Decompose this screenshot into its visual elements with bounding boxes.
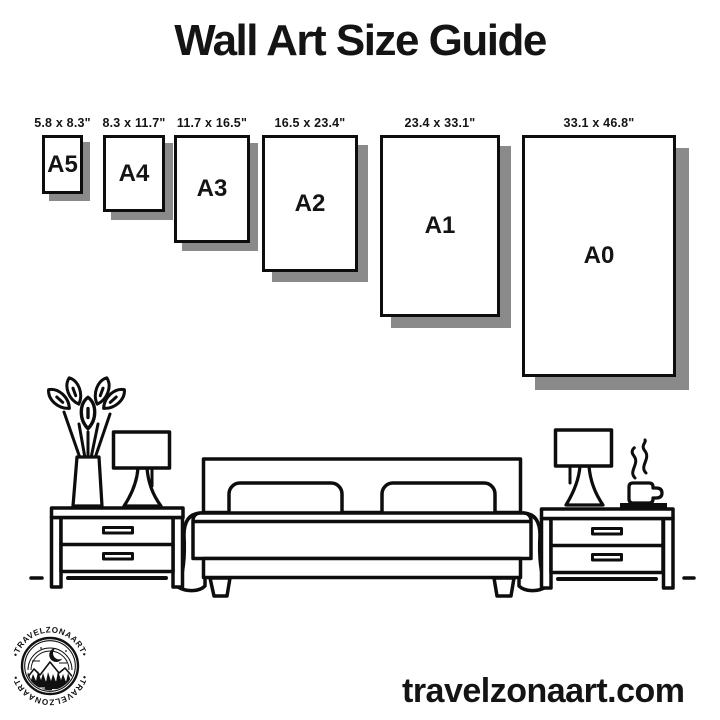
nightstand-left (52, 508, 184, 587)
vase (73, 457, 102, 506)
website-url: travelzonaart.com (402, 672, 685, 710)
lamp-shade (556, 430, 612, 466)
drawer-handle (104, 554, 133, 560)
nightstand-top (542, 509, 674, 519)
star-icon (40, 647, 42, 649)
lamp-shade (114, 432, 170, 468)
double-bed (178, 459, 546, 596)
star-icon (65, 650, 67, 652)
cup-body (629, 483, 662, 503)
bed-leg-left (210, 578, 230, 596)
plant-stem (64, 412, 80, 458)
table-lamp-left (114, 432, 170, 506)
travelzonaart-logo (0, 616, 100, 716)
size-name-label: A5 (47, 150, 78, 178)
logo-ring-text-bottom: •TRAVELZONAART• (11, 674, 89, 707)
size-dimensions-label: 23.4 x 33.1" (404, 116, 476, 130)
plant-stem (95, 414, 110, 458)
lamp-base (124, 468, 161, 506)
drawer-handle (593, 529, 622, 535)
size-dimensions-label: 16.5 x 23.4" (274, 116, 346, 130)
size-name-label: A4 (118, 159, 150, 187)
logo-ring-text-top: •TRAVELZONAART• (11, 625, 89, 658)
table-lamp-right (556, 430, 612, 505)
plant-stem (79, 424, 85, 458)
drawer-handle (593, 555, 622, 561)
nightstand-leg (664, 519, 674, 589)
page-title: Wall Art Size Guide (174, 16, 546, 65)
drawer-handle (104, 528, 133, 534)
size-name-label: A3 (196, 175, 228, 202)
bed-leg-right (494, 578, 514, 596)
size-name-label: A0 (583, 242, 615, 269)
size-dimensions-label: 5.8 x 8.3" (34, 116, 91, 130)
steam-icon (632, 448, 636, 478)
steam-icon (643, 440, 647, 473)
nightstand-top (52, 508, 184, 518)
size-dimensions-label: 8.3 x 11.7" (102, 116, 166, 130)
size-dimensions-label: 11.7 x 16.5" (176, 116, 248, 130)
size-name-label: A2 (294, 189, 326, 217)
size-name-label: A1 (424, 212, 456, 239)
size-dimensions-label: 33.1 x 46.8" (563, 116, 635, 130)
nightstand-right (542, 509, 674, 588)
plant-leaf (81, 397, 94, 428)
steaming-coffee-cup (620, 440, 667, 506)
lamp-base (566, 466, 603, 505)
bed-frame (204, 559, 521, 578)
